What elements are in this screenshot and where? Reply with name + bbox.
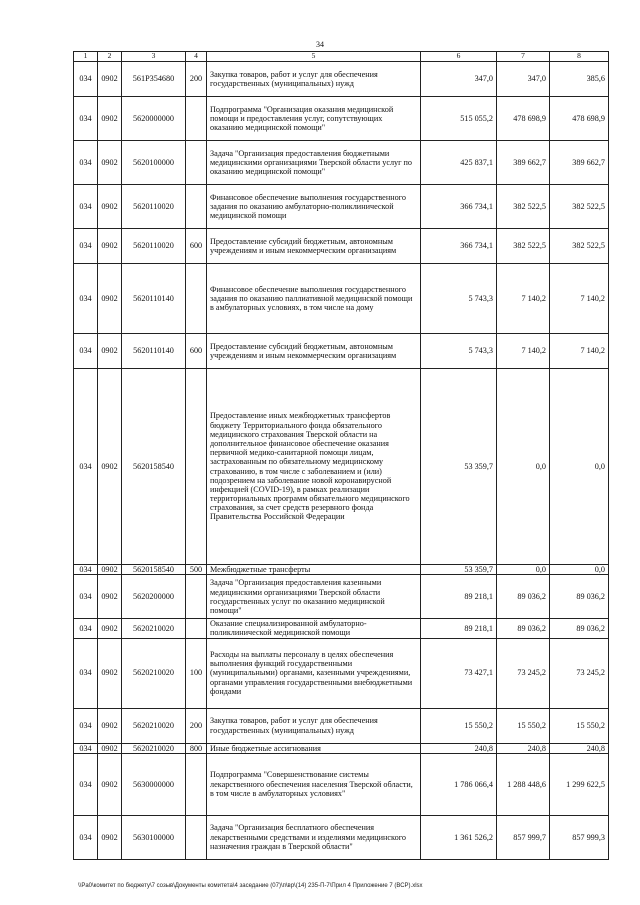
row-expense-type: 100 — [186, 638, 207, 708]
row-amount-col7: 73 245,2 — [497, 638, 550, 708]
row-amount-col6: 73 427,1 — [421, 638, 497, 708]
row-section-code: 0902 — [98, 753, 122, 815]
row-amount-col7: 15 550,2 — [497, 708, 550, 743]
row-amount-col8: 89 036,2 — [550, 575, 609, 619]
table-row — [74, 229, 609, 264]
row-amount-col7: 478 698,9 — [497, 97, 550, 141]
row-chapter-code: 034 — [74, 141, 98, 185]
row-target-article: 5630100000 — [122, 815, 186, 859]
row-amount-col6: 89 218,1 — [421, 619, 497, 638]
row-section-code: 0902 — [98, 619, 122, 638]
row-section-code: 0902 — [98, 565, 122, 575]
table-row — [74, 753, 609, 815]
row-chapter-code: 034 — [74, 638, 98, 708]
row-amount-col7: 857 999,7 — [497, 815, 550, 859]
row-expense-type: 600 — [186, 334, 207, 369]
row-target-article: 5620210020 — [122, 638, 186, 708]
row-description: Предоставление субсидий бюджетным, автономным учреждениям и иным некоммерческим организациям — [207, 229, 421, 264]
row-section-code: 0902 — [98, 575, 122, 619]
row-amount-col6: 1 786 066,4 — [421, 753, 497, 815]
row-chapter-code: 034 — [74, 334, 98, 369]
column-header: 4 — [186, 52, 207, 62]
table-row — [74, 334, 609, 369]
row-amount-col8: 478 698,9 — [550, 97, 609, 141]
column-header: 5 — [207, 52, 421, 62]
row-expense-type — [186, 141, 207, 185]
table-row — [74, 565, 609, 575]
row-amount-col8: 389 662,7 — [550, 141, 609, 185]
table-row — [74, 62, 609, 97]
row-expense-type: 500 — [186, 565, 207, 575]
row-amount-col7: 240,8 — [497, 743, 550, 753]
row-amount-col6: 240,8 — [421, 743, 497, 753]
budget-table — [73, 51, 609, 860]
row-section-code: 0902 — [98, 638, 122, 708]
row-amount-col8: 89 036,2 — [550, 619, 609, 638]
row-amount-col8: 385,6 — [550, 62, 609, 97]
row-chapter-code: 034 — [74, 708, 98, 743]
row-amount-col8: 857 999,3 — [550, 815, 609, 859]
row-amount-col8: 240,8 — [550, 743, 609, 753]
row-amount-col7: 7 140,2 — [497, 334, 550, 369]
table-row — [74, 141, 609, 185]
row-description: Задача "Организация бесплатного обеспечения лекарственными средствами и изделиями медицинского назначения граждан в Тверской области" — [207, 815, 421, 859]
row-expense-type — [186, 185, 207, 229]
row-section-code: 0902 — [98, 97, 122, 141]
row-chapter-code: 034 — [74, 753, 98, 815]
row-description: Подпрограмма "Совершенствование системы лекарственного обеспечения населения Тверской области, в том числе в амбулаторных условиях" — [207, 753, 421, 815]
row-section-code: 0902 — [98, 264, 122, 334]
row-amount-col8: 0,0 — [550, 369, 609, 565]
table-row — [74, 619, 609, 638]
row-amount-col8: 382 522,5 — [550, 229, 609, 264]
row-description: Закупка товаров, работ и услуг для обеспечения государственных (муниципальных) нужд — [207, 62, 421, 97]
row-expense-type — [186, 619, 207, 638]
row-target-article: 5620000000 — [122, 97, 186, 141]
column-header: 6 — [421, 52, 497, 62]
row-amount-col6: 5 743,3 — [421, 334, 497, 369]
row-description: Задача "Организация предоставления казенными медицинскими организациями Тверской области государственных услуг по оказанию медицинской помощи" — [207, 575, 421, 619]
row-amount-col6: 89 218,1 — [421, 575, 497, 619]
row-amount-col8: 7 140,2 — [550, 334, 609, 369]
row-amount-col6: 1 361 526,2 — [421, 815, 497, 859]
row-amount-col6: 53 359,7 — [421, 565, 497, 575]
row-expense-type: 200 — [186, 708, 207, 743]
row-chapter-code: 034 — [74, 619, 98, 638]
row-amount-col7: 0,0 — [497, 565, 550, 575]
table-row — [74, 638, 609, 708]
row-section-code: 0902 — [98, 334, 122, 369]
row-expense-type: 800 — [186, 743, 207, 753]
column-header: 7 — [497, 52, 550, 62]
table-row — [74, 743, 609, 753]
row-amount-col6: 366 734,1 — [421, 229, 497, 264]
row-section-code: 0902 — [98, 229, 122, 264]
row-target-article: 5620100000 — [122, 141, 186, 185]
table-row — [74, 97, 609, 141]
row-amount-col8: 15 550,2 — [550, 708, 609, 743]
row-description: Расходы на выплаты персоналу в целях обеспечения выполнения функций государственными (муниципальными) органами, казенными учреждениями, органами управления государственными внебюджетными фондами — [207, 638, 421, 708]
row-description: Финансовое обеспечение выполнения государственного задания по оказанию амбулаторно-поликлинической медицинской помощи — [207, 185, 421, 229]
table-row — [74, 185, 609, 229]
row-expense-type — [186, 575, 207, 619]
row-amount-col8: 0,0 — [550, 565, 609, 575]
row-target-article: 5620210020 — [122, 619, 186, 638]
row-amount-col7: 89 036,2 — [497, 575, 550, 619]
row-target-article: 5620110020 — [122, 229, 186, 264]
row-amount-col8: 1 299 622,5 — [550, 753, 609, 815]
row-expense-type — [186, 264, 207, 334]
column-header: 2 — [98, 52, 122, 62]
row-description: Предоставление иных межбюджетных трансфертов бюджету Территориального фонда обязательного медицинского страхования Тверской области на дополнительное финансовое обеспечение оказания первичной медико-санитарной помощи лицам, застрахованным по обязательному медицинскому страхованию, в том числе с заболеванием и (или) подозрением на заболевание новой коронавирусной инфекцией (COVID-19), в рамках реализации территориальных программ обязательного медицинского страхования, за счет средств резервного фонда Правительства Российской Федерации — [207, 369, 421, 565]
row-description: Финансовое обеспечение выполнения государственного задания по оказанию паллиативной медицинской помощи в амбулаторных условиях, в том числе на дому — [207, 264, 421, 334]
column-header: 3 — [122, 52, 186, 62]
table-row — [74, 369, 609, 565]
row-target-article: 561P354680 — [122, 62, 186, 97]
row-description: Задача "Организация предоставления бюджетными медицинскими организациями Тверской области услуг по оказанию медицинской помощи" — [207, 141, 421, 185]
row-target-article: 5620110140 — [122, 264, 186, 334]
row-expense-type — [186, 369, 207, 565]
row-target-article: 5620110020 — [122, 185, 186, 229]
row-amount-col6: 53 359,7 — [421, 369, 497, 565]
row-section-code: 0902 — [98, 815, 122, 859]
row-chapter-code: 034 — [74, 229, 98, 264]
row-chapter-code: 034 — [74, 815, 98, 859]
row-chapter-code: 034 — [74, 97, 98, 141]
row-description: Подпрограмма "Организация оказания медицинской помощи и предоставления услуг, сопутствующих оказанию медицинской помощи" — [207, 97, 421, 141]
row-chapter-code: 034 — [74, 62, 98, 97]
row-chapter-code: 034 — [74, 575, 98, 619]
row-target-article: 5620158540 — [122, 565, 186, 575]
table-row — [74, 708, 609, 743]
row-amount-col7: 0,0 — [497, 369, 550, 565]
column-number-row — [74, 52, 609, 62]
row-amount-col6: 347,0 — [421, 62, 497, 97]
table-row — [74, 815, 609, 859]
row-chapter-code: 034 — [74, 743, 98, 753]
row-chapter-code: 034 — [74, 185, 98, 229]
row-amount-col6: 15 550,2 — [421, 708, 497, 743]
row-description: Межбюджетные трансферты — [207, 565, 421, 575]
row-target-article: 5620210020 — [122, 743, 186, 753]
row-amount-col6: 425 837,1 — [421, 141, 497, 185]
table-row — [74, 264, 609, 334]
row-chapter-code: 034 — [74, 264, 98, 334]
row-description: Закупка товаров, работ и услуг для обеспечения государственных (муниципальных) нужд — [207, 708, 421, 743]
row-expense-type: 200 — [186, 62, 207, 97]
row-target-article: 5620210020 — [122, 708, 186, 743]
row-description: Предоставление субсидий бюджетным, автономным учреждениям и иным некоммерческим организациям — [207, 334, 421, 369]
row-chapter-code: 034 — [74, 369, 98, 565]
row-expense-type — [186, 815, 207, 859]
row-expense-type: 600 — [186, 229, 207, 264]
table-row — [74, 575, 609, 619]
column-header: 1 — [74, 52, 98, 62]
row-amount-col7: 382 522,5 — [497, 229, 550, 264]
row-target-article: 5620200000 — [122, 575, 186, 619]
row-amount-col6: 366 734,1 — [421, 185, 497, 229]
row-section-code: 0902 — [98, 62, 122, 97]
row-section-code: 0902 — [98, 369, 122, 565]
row-amount-col7: 1 288 448,6 — [497, 753, 550, 815]
row-description: Иные бюджетные ассигнования — [207, 743, 421, 753]
row-section-code: 0902 — [98, 708, 122, 743]
column-header: 8 — [550, 52, 609, 62]
row-amount-col8: 73 245,2 — [550, 638, 609, 708]
row-description: Оказание специализированной амбулаторно-поликлинической медицинской помощи — [207, 619, 421, 638]
row-chapter-code: 034 — [74, 565, 98, 575]
file-path-footer: \\Pa0\комитет по бюджету\7 созыв\Документы комитета\4 заседание (07)\п\вр\(14) 235-П-7\Прил 4 Приложение 7 (ВСР).xlsx — [78, 883, 423, 889]
row-target-article: 5630000000 — [122, 753, 186, 815]
page-number: 34 — [316, 40, 324, 49]
row-section-code: 0902 — [98, 141, 122, 185]
row-amount-col7: 347,0 — [497, 62, 550, 97]
row-amount-col7: 89 036,2 — [497, 619, 550, 638]
row-section-code: 0902 — [98, 743, 122, 753]
row-amount-col8: 382 522,5 — [550, 185, 609, 229]
row-target-article: 5620158540 — [122, 369, 186, 565]
row-section-code: 0902 — [98, 185, 122, 229]
row-amount-col7: 389 662,7 — [497, 141, 550, 185]
row-amount-col8: 7 140,2 — [550, 264, 609, 334]
row-amount-col6: 5 743,3 — [421, 264, 497, 334]
row-amount-col6: 515 055,2 — [421, 97, 497, 141]
row-amount-col7: 7 140,2 — [497, 264, 550, 334]
row-expense-type — [186, 97, 207, 141]
row-target-article: 5620110140 — [122, 334, 186, 369]
row-expense-type — [186, 753, 207, 815]
row-amount-col7: 382 522,5 — [497, 185, 550, 229]
